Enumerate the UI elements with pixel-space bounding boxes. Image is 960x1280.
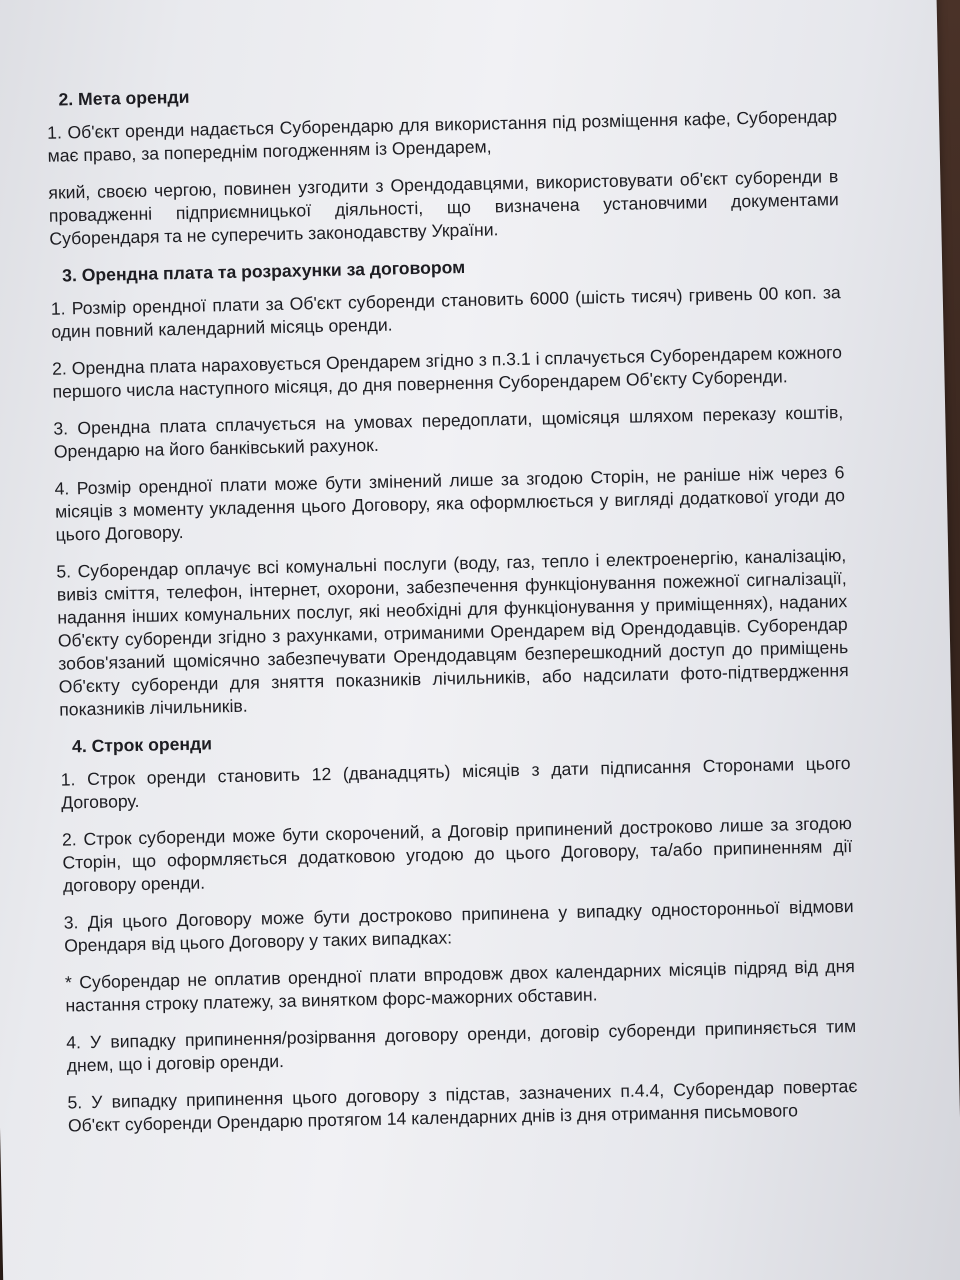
section-heading: 4. Строк оренди	[71, 733, 213, 757]
paragraph: * Суборендар не оплатив орендної плати впродовж двох календарних місяців підряд від дня настання строку платежу, за винятком форс-мажорних обставин.	[64, 956, 856, 1016]
paragraph: 4. Розмір орендної плати може бути змінений лише за згодою Сторін, не раніше ніж через 6 місяців з моменту укладення цього Договору, яка оформлюється у вигляді додаткової угоди до цього Договору.	[54, 462, 846, 545]
section-heading: 3. Орендна плата та розрахунки за договором	[61, 257, 466, 286]
section-rent-payment	[50, 248, 849, 721]
paragraph: 2. Строк суборенди може бути скорочений, а Договір припинений достроково лише за згодою Сторін, що оформляється додатковою угодою до цього Договору, та/або припиненням дії договору оренди.	[61, 813, 853, 896]
section-heading: 2. Мета оренди	[58, 86, 190, 110]
paragraph: 5. Суборендар оплачує всі комунальні послуги (воду, газ, тепло і електроенергію, каналізацію, вивіз сміття, телефон, інтернет, охорони, забезпечення функціонування пожежної сигналізації, надання інших комунальних послуг, які необхідні для функціонування у приміщеннях), наданих Об'єкту суборенди згідно з рахунками, отриманими Орендарем від Орендодавців. Суборендар зобов'язаний щомісячно забезпечувати Орендодавцям безперешкодний доступ до приміщень Об'єкту суборенди для зняття показників лічильників, або надсилати фото-підтвердження показників лічильників.	[56, 545, 849, 720]
section-purpose	[46, 72, 839, 251]
paragraph: 1. Розмір орендної плати за Об'єкт суборенди становить 6000 (шість тисяч) гривень 00 коп. за один повний календарний місяць оренди.	[50, 282, 841, 342]
document-body	[46, 72, 858, 1151]
paragraph: 2. Орендна плата нараховується Орендарем згідно з п.3.1 і сплачується Суборендарем кожного першого числа наступного місяця, до дня повернення Суборендарем Об'єкту Суборенди.	[51, 342, 843, 402]
paragraph: 5. У випадку припинення цього договору з підстав, зазначених п.4.4, Суборендар повертає Об'єкт суборенди Орендарю протягом 14 календарних днів із дня отримання письмового	[67, 1075, 858, 1136]
section-rent-term	[60, 719, 858, 1137]
paragraph: 1. Об'єкт оренди надається Суборендарю для використання під розміщення кафе, Суборендар має право, за попереднім погодженням із Орендарем,	[46, 106, 838, 166]
paragraph: 1. Строк оренди становить 12 (дванадцять) місяців з дати підписання Сторонами цього Договору.	[60, 753, 851, 813]
paragraph: 3. Дія цього Договору може бути достроково припинена у випадку односторонньої відмови Орендаря від цього Договору у таких випадках:	[63, 896, 854, 956]
paragraph: який, своєю чергою, повинен узгодити з Орендодавцями, використовувати об'єкт суборенди в провадженні підприємницької діяльності, що визначена установчими документами Суборендаря та не суперечить законодавству України.	[48, 166, 839, 249]
paragraph: 3. Орендна плата сплачується на умовах передоплати, щомісяця шляхом переказу коштів, Орендарю на його банківський рахунок.	[53, 402, 844, 462]
paragraph: 4. У випадку припинення/розірвання договору оренди, договір суборенди припиняється тим днем, що і договір оренди.	[66, 1016, 857, 1076]
